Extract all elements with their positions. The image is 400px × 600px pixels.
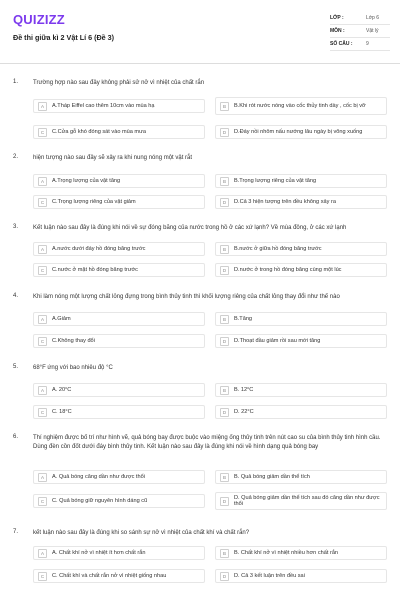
option-a[interactable] [33, 383, 205, 397]
option-text: A.nước dưới đáy hồ đóng băng trước [52, 245, 146, 252]
option-text: B.Khi rót nước nóng vào cốc thủy tinh dày , cốc bị vỡ [234, 102, 366, 109]
option-b[interactable] [215, 242, 387, 256]
option-c[interactable] [33, 334, 205, 348]
meta-label: SỐ CÂU : [330, 41, 353, 47]
option-c[interactable] [33, 494, 205, 508]
option-letter: B [220, 473, 229, 482]
meta-value: 9 [366, 41, 369, 47]
option-b[interactable] [215, 546, 387, 560]
option-text: B.nước ở giữa hồ đóng băng trước [234, 245, 322, 252]
option-letter: C [38, 337, 47, 346]
meta-value: Vật lý [366, 28, 379, 34]
option-text: C.Trọng lượng riêng của vật giảm [52, 198, 136, 205]
worksheet-header [0, 0, 400, 64]
meta-label: MÔN : [330, 28, 345, 34]
option-letter: D [220, 128, 229, 137]
option-a[interactable] [33, 470, 205, 484]
option-text: B.Tăng [234, 315, 253, 322]
worksheet-title: Đề thi giữa kì 2 Vật Lí 6 (Đề 3) [13, 33, 115, 42]
option-letter: B [220, 177, 229, 186]
question-text: 68°F ứng với bao nhiêu độ °C [33, 365, 113, 371]
option-c[interactable] [33, 569, 205, 583]
option-a[interactable] [33, 242, 205, 256]
option-d[interactable] [215, 263, 387, 277]
option-letter: A [38, 473, 47, 482]
option-d[interactable] [215, 195, 387, 209]
option-letter: B [220, 102, 229, 111]
option-a[interactable] [33, 99, 205, 113]
option-c[interactable] [33, 405, 205, 419]
option-letter: A [38, 549, 47, 558]
option-letter: C [38, 408, 47, 417]
option-letter: C [38, 128, 47, 137]
option-text: D. 22°C [234, 408, 254, 415]
option-letter: A [38, 386, 47, 395]
option-text: C.Không thay đổi [52, 337, 95, 344]
option-letter: A [38, 177, 47, 186]
option-letter: C [38, 266, 47, 275]
meta-row-subject [330, 25, 390, 38]
option-text: D.Cả 3 hiện tượng trên đều không xảy ra [234, 198, 336, 205]
option-b[interactable] [215, 383, 387, 397]
question-number: 1. [13, 79, 19, 85]
option-text: A.Trọng lượng của vật tăng [52, 177, 121, 184]
question-text: Thí nghiệm được bố trí như hình vẽ, quả bóng bay được buộc vào miệng ống thủy tinh trên nút cao su của bình thủy tinh hình cầu. Dùng đèn cồn đốt dưới đáy bình thủy tinh. Kết luận nào sau đây là đúng khi nói về hình dạng quả bóng bay [33, 435, 381, 450]
option-text: B. 12°C [234, 386, 254, 393]
worksheet-meta [330, 12, 390, 51]
option-text: B. Quả bóng giảm dần thể tích [234, 473, 310, 480]
option-letter: A [38, 245, 47, 254]
quizizz-logo: QUIZIZZ [13, 12, 65, 27]
option-text: A.Giảm [52, 315, 71, 322]
option-text: C. Quả bóng giữ nguyên hình dáng cũ [52, 497, 148, 504]
question-number: 5. [13, 364, 19, 370]
option-b[interactable] [215, 470, 387, 484]
option-a[interactable] [33, 312, 205, 326]
question-text: hiện tượng nào sau đây sẽ xảy ra khi nung nóng một vật rắt [33, 155, 193, 161]
question-number: 3. [13, 224, 19, 230]
option-text: C. 18°C [52, 408, 72, 415]
option-text: D.nước ở trong hồ đóng băng cùng một lúc [234, 266, 342, 273]
option-c[interactable] [33, 263, 205, 277]
option-d[interactable] [215, 405, 387, 419]
meta-row-class [330, 12, 390, 25]
option-text: D.Đáy nồi nhôm nấu nướng lâu ngày bị võng xuống [234, 128, 363, 135]
option-text: D. Quả bóng giảm dần thể tích sau đó căng dần như được thổi [234, 494, 380, 507]
option-text: A. 20°C [52, 386, 72, 393]
question-text: Khi làm nóng một lượng chất lỏng đựng trong bình thủy tinh thì khối lượng riêng của chất lỏng thay đổi như thế nào [33, 294, 340, 300]
option-letter: A [38, 315, 47, 324]
option-letter: C [38, 572, 47, 581]
option-text: A. Chất khí nở vì nhiệt ít hơn chất rắn [52, 549, 146, 556]
option-letter: B [220, 386, 229, 395]
option-c[interactable] [33, 125, 205, 139]
option-letter: D [220, 198, 229, 207]
option-d[interactable] [215, 334, 387, 348]
option-letter: B [220, 315, 229, 324]
question-text: kết luận nào sau đây là đúng khi so sánh sự nở vì nhiệt của chất khí và chất rắn? [33, 530, 250, 536]
option-letter: C [38, 497, 47, 506]
option-letter: B [220, 549, 229, 558]
question-text: Kết luận nào sau đây là đúng khi nói về sự đóng băng của nước trong hồ ở các xứ lạnh? Về mùa đông, ở các xứ lạnh [33, 225, 347, 231]
option-a[interactable] [33, 174, 205, 188]
meta-label: LỚP : [330, 15, 344, 21]
option-b[interactable] [215, 312, 387, 326]
option-text: A. Quả bóng căng dần như được thổi [52, 473, 145, 480]
question-number: 4. [13, 293, 19, 299]
option-a[interactable] [33, 546, 205, 560]
option-text: C. Chất khí và chất rắn nở vì nhiệt giống nhau [52, 572, 167, 579]
option-text: C.nước ở mặt hồ đóng băng trước [52, 266, 138, 273]
option-letter: D [220, 408, 229, 417]
option-text: B. Chất khí nở vì nhiệt nhiều hơn chất rắn [234, 549, 339, 556]
option-letter: D [220, 337, 229, 346]
option-d[interactable] [215, 125, 387, 139]
option-letter: B [220, 245, 229, 254]
option-text: C.Cửa gỗ khó đóng sát vào mùa mưa [52, 128, 146, 135]
option-text: D.Thoạt đầu giảm rồi sau mới tăng [234, 337, 321, 344]
option-letter: D [220, 497, 229, 506]
option-d[interactable] [215, 492, 387, 510]
question-number: 2. [13, 154, 19, 160]
meta-row-count [330, 38, 390, 51]
option-d[interactable] [215, 569, 387, 583]
option-letter: D [220, 266, 229, 275]
option-text: D. Cả 3 kết luận trên đều sai [234, 572, 305, 579]
option-text: A.Tháp Eiffel cao thêm 10cm vào mùa hạ [52, 102, 155, 109]
option-letter: A [38, 102, 47, 111]
question-number: 7. [13, 529, 19, 535]
option-b[interactable] [215, 174, 387, 188]
option-b[interactable] [215, 97, 387, 115]
question-text: Trường hợp nào sau đây không phải sử nở vì nhiệt của chất rắn [33, 80, 205, 86]
option-c[interactable] [33, 195, 205, 209]
option-letter: D [220, 572, 229, 581]
option-text: B.Trọng lượng riêng của vật tăng [234, 177, 317, 184]
meta-value: Lớp 6 [366, 15, 380, 21]
question-number: 6. [13, 434, 19, 440]
option-letter: C [38, 198, 47, 207]
